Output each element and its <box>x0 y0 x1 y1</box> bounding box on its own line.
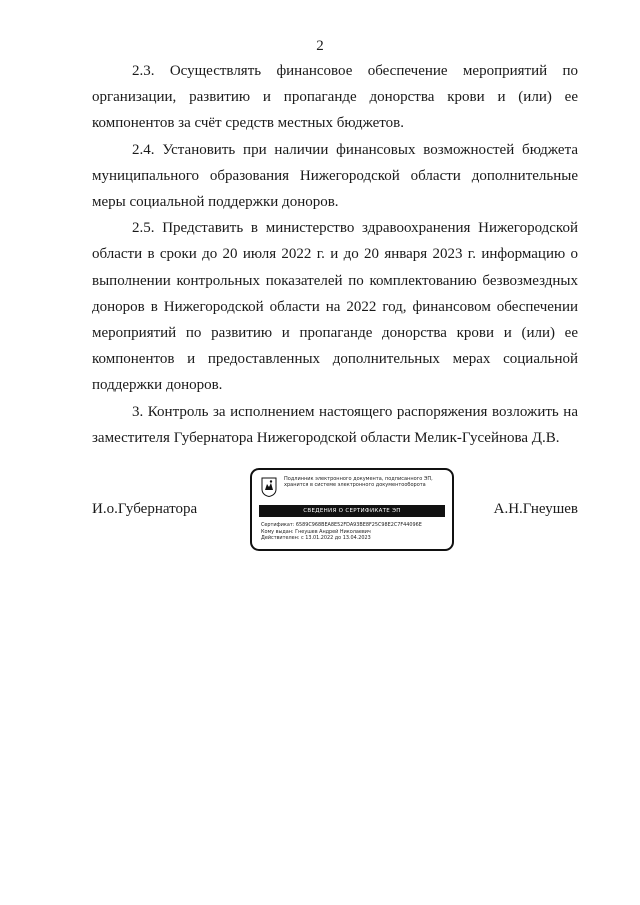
electronic-signature-stamp <box>250 468 454 551</box>
paragraph-2-5: 2.5. Представить в министерство здравоохранения Нижегородской области в сроки до 20 июля 2022 г. и до 20 января 2023 г. информацию о выполнении контрольных показателей по комплектованию безвозмездных доноров в Нижегородской области на 2022 год, финансовом обеспечении мероприятий по развитию и пропаганде донорства крови и (или) ее компонентов и предоставленных дополнительных мерах социальной поддержки доноров. <box>92 220 578 394</box>
coat-of-arms-icon <box>261 477 277 497</box>
stamp-note: Подлинник электронного документа, подписанного ЭП, хранится в системе электронного документооборота <box>284 476 433 489</box>
signer-position: И.о.Губернатора <box>92 501 198 517</box>
paragraph-3: 3. Контроль за исполнением настоящего распоряжения возложить на заместителя Губернатора Нижегородской области Мелик-Гусейнова Д.В. <box>92 403 578 446</box>
certificate-details <box>261 522 451 542</box>
certificate-owner: Кому выдан: Гнеушев Андрей Николаевич <box>261 528 371 535</box>
signer-name: А.Н.Гнеушев <box>493 501 578 517</box>
stamp-header: СВЕДЕНИЯ О СЕРТИФИКАТЕ ЭП <box>259 505 445 517</box>
document-body <box>92 58 578 451</box>
paragraph-2-4: 2.4. Установить при наличии финансовых возможностей бюджета муниципального образования Нижегородской области дополнительные меры социальной поддержки доноров. <box>92 141 578 211</box>
certificate-number: Сертификат: 6589C968BEA8E52FDA93BE8F25C98E2C7F44096E <box>261 522 422 528</box>
paragraph-2-3: 2.3. Осуществлять финансовое обеспечение мероприятий по организации, развитию и пропаганде донорства крови и (или) ее компонентов за счёт средств местных бюджетов. <box>92 63 578 132</box>
page-number: 2 <box>316 38 324 54</box>
certificate-validity: Действителен: с 13.01.2022 до 13.04.2023 <box>261 535 371 542</box>
